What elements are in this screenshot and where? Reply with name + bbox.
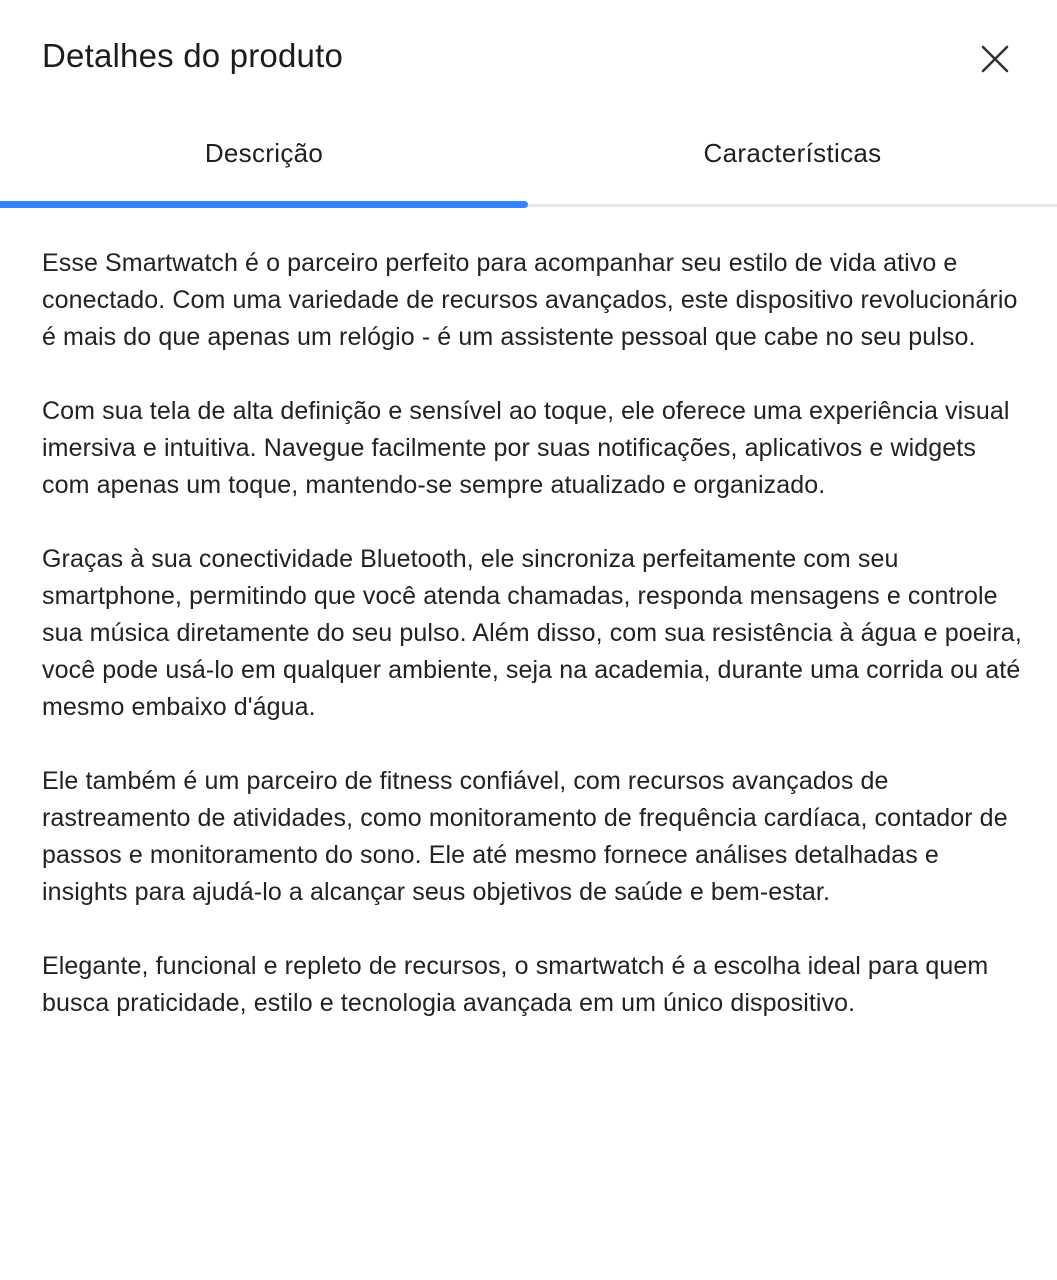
close-icon — [981, 45, 1009, 73]
modal-header — [0, 0, 1057, 110]
modal-title: Detalhes do produto — [42, 37, 344, 74]
description-paragraph: Graças à sua conectividade Bluetooth, ele sincroniza perfeitamente com seu smartphone, permitindo que você atenda chamadas, responda mensagens e controle sua música diretamente do seu pulso. Além disso, com sua resistência à água e poeira, você pode usá-lo em qualquer ambiente, seja na academia, durante uma corrida ou até mesmo embaixo d'água. — [42, 545, 1022, 721]
tab-descricao-label: Descrição — [204, 137, 324, 168]
tab-caracteristicas-label: Características — [703, 137, 882, 168]
tab-descricao[interactable] — [0, 110, 528, 208]
description-paragraph: Esse Smartwatch é o parceiro perfeito para acompanhar seu estilo de vida ativo e conectado. Com uma variedade de recursos avançados, este dispositivo revolucionário é mais do que apenas um relógio - é um assistente pessoal que cabe no seu pulso. — [42, 249, 1018, 351]
description-paragraph: Ele também é um parceiro de fitness confiável, com recursos avançados de rastreamento de atividades, como monitoramento de frequência cardíaca, contador de passos e monitoramento do sono. Ele até mesmo fornece análises detalhadas e insights para ajudá-lo a alcançar seus objetivos de saúde e bem-estar. — [42, 767, 1008, 906]
description-paragraph: Elegante, funcional e repleto de recursos, o smartwatch é a escolha ideal para quem busca praticidade, estilo e tecnologia avançada em um único dispositivo. — [42, 952, 989, 1017]
close-button[interactable] — [970, 34, 1020, 84]
tab-caracteristicas[interactable] — [528, 110, 1057, 208]
description-content — [42, 245, 1027, 1059]
description-paragraph: Com sua tela de alta definição e sensível ao toque, ele oferece uma experiência visual imersiva e intuitiva. Navegue facilmente por suas notificações, aplicativos e widgets com apenas um toque, mantendo-se sempre atualizado e organizado. — [42, 397, 1010, 499]
tab-bar — [0, 110, 1057, 208]
